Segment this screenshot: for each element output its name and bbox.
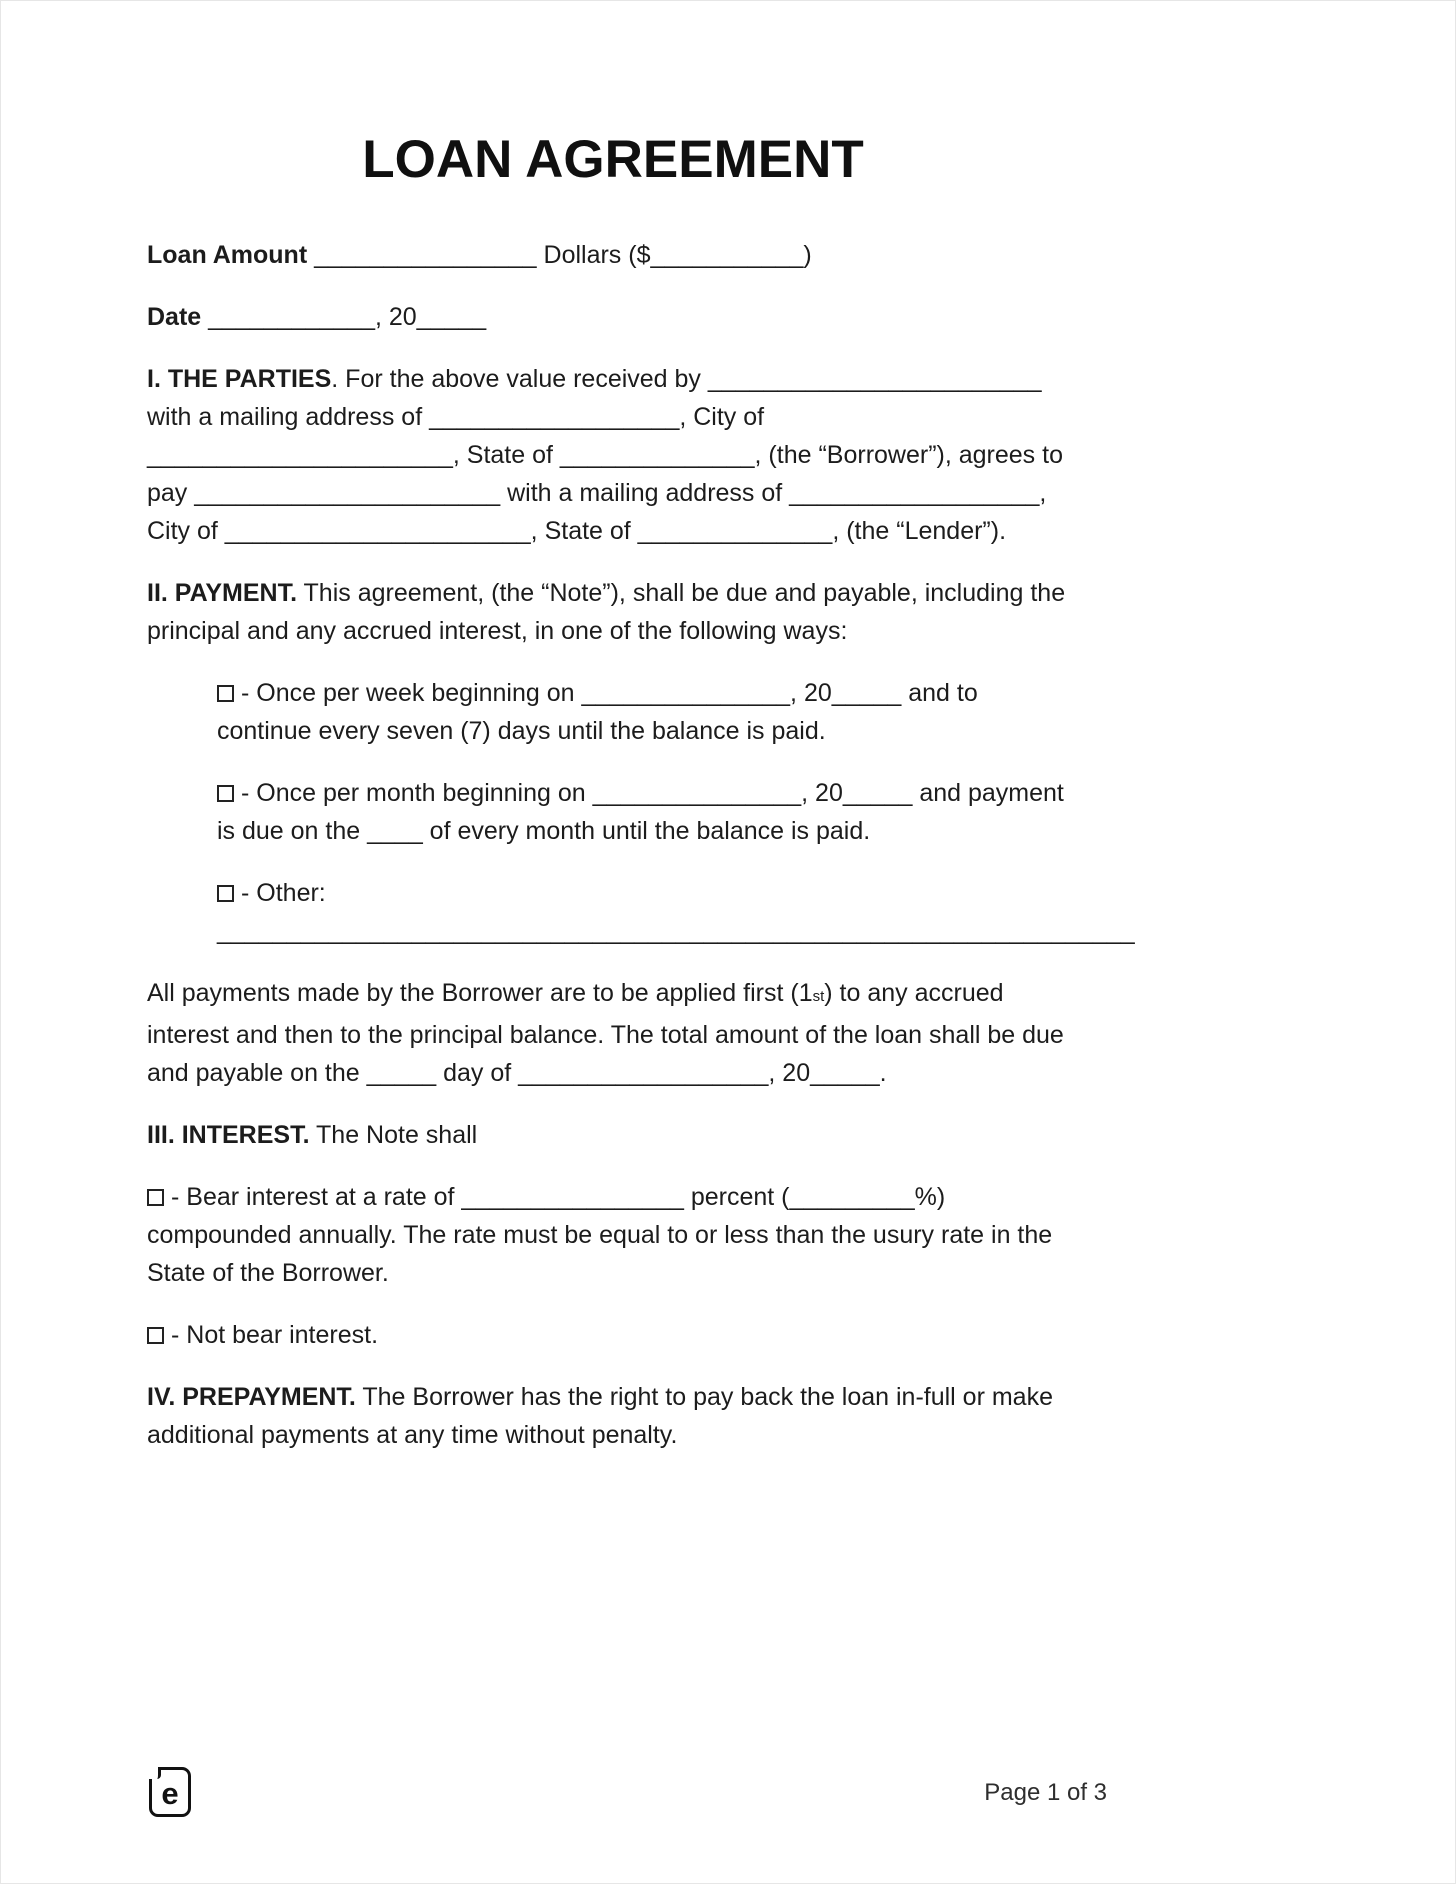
section-prepayment-heading: IV. PREPAYMENT. — [147, 1383, 356, 1411]
eforms-logo — [149, 1767, 191, 1817]
payment-option-other — [217, 874, 1135, 950]
payment-option-monthly — [217, 774, 1079, 850]
section-prepayment-text: The Borrower has the right to pay back the loan in-full or make additional payments at any time without penalty. — [147, 1383, 1053, 1449]
date-label: Date — [147, 303, 202, 331]
date-blank[interactable]: ____________, 20_____ — [201, 303, 487, 331]
checkbox-icon[interactable] — [217, 885, 234, 902]
checkbox-icon[interactable] — [147, 1327, 164, 1344]
section-parties-heading: I. THE PARTIES — [147, 365, 332, 393]
document-body — [147, 129, 1135, 1454]
section-parties-text: . For the above value received by ________________________ with a mailing address of __________________, City of ______________________, State of ______________, (the “Borrower”), agrees to pay ______________________ with a mailing address of __________________, City of ______________________, State of ______________, (the “Lender”). — [147, 365, 1063, 545]
checkbox-icon[interactable] — [217, 785, 234, 802]
interest-option-no-interest-text: - Not bear interest. — [171, 1321, 379, 1349]
payments-applied-pre: All payments made by the Borrower are to be applied first (1 — [147, 979, 813, 1007]
page-indicator: Page 1 of 3 — [984, 1779, 1107, 1806]
payment-option-other-text: - Other: __________________________________________________________________ — [217, 879, 1135, 945]
logo-fold-corner — [149, 1767, 161, 1779]
payment-option-weekly-text: - Once per week beginning on _______________, 20_____ and to continue every seven (7) days until the balance is paid. — [217, 679, 978, 745]
section-interest-text: The Note shall — [309, 1121, 478, 1149]
section-prepayment — [147, 1378, 1079, 1454]
eforms-logo-letter: e — [161, 1775, 179, 1811]
date-line — [147, 298, 1079, 336]
section-payment-text: This agreement, (the “Note”), shall be due and payable, including the principal and any accrued interest, in one of the following ways: — [147, 579, 1066, 645]
loan-amount-blank[interactable]: ________________ Dollars ($___________) — [307, 241, 812, 269]
loan-amount-label: Loan Amount — [147, 241, 308, 269]
interest-option-bear — [147, 1178, 1079, 1292]
payments-applied-paragraph — [147, 974, 1079, 1092]
payments-applied-post: ) to any accrued interest and then to the principal balance. The total amount of the loan shall be due and payable on the _____ day of __________________, 20_____. — [147, 979, 1064, 1087]
section-payment-heading: II. PAYMENT. — [147, 579, 298, 607]
payment-option-weekly — [217, 674, 1079, 750]
ordinal-suffix: st — [812, 988, 825, 1005]
section-payment — [147, 574, 1079, 650]
checkbox-icon[interactable] — [217, 685, 234, 702]
section-parties — [147, 360, 1079, 550]
checkbox-icon[interactable] — [147, 1189, 164, 1206]
section-interest-heading: III. INTEREST. — [147, 1121, 310, 1149]
document-title: LOAN AGREEMENT — [362, 130, 864, 189]
section-interest — [147, 1116, 1079, 1154]
payment-option-monthly-text: - Once per month beginning on _______________, 20_____ and payment is due on the ____ of every month until the balance is paid. — [217, 779, 1064, 845]
interest-option-no-interest — [147, 1316, 1079, 1354]
loan-amount-line — [147, 236, 1079, 274]
interest-option-bear-text: - Bear interest at a rate of ________________ percent (_________%) compounded annually. The rate must be equal to or less than the usury rate in the State of the Borrower. — [147, 1183, 1053, 1287]
